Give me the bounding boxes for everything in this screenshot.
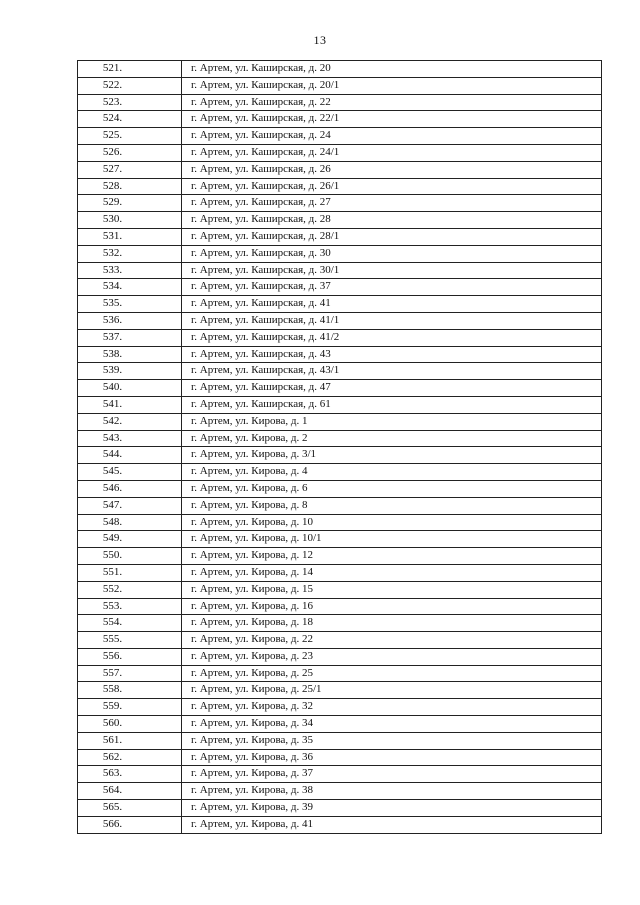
row-number-cell: 528. <box>78 178 182 195</box>
table-row <box>78 716 602 733</box>
row-number-cell: 529. <box>78 195 182 212</box>
row-number-cell: 556. <box>78 648 182 665</box>
table-row <box>78 245 602 262</box>
table-row <box>78 749 602 766</box>
table-row <box>78 598 602 615</box>
address-cell: г. Артем, ул. Кирова, д. 15 <box>182 581 602 598</box>
page-number: 13 <box>313 33 327 47</box>
row-number-cell: 563. <box>78 766 182 783</box>
address-cell: г. Артем, ул. Каширская, д. 61 <box>182 396 602 413</box>
table-row <box>78 296 602 313</box>
table-row <box>78 732 602 749</box>
row-number-cell: 545. <box>78 464 182 481</box>
address-cell: г. Артем, ул. Каширская, д. 41/2 <box>182 329 602 346</box>
table-row <box>78 212 602 229</box>
address-cell: г. Артем, ул. Кирова, д. 25 <box>182 665 602 682</box>
row-number-cell: 521. <box>78 61 182 78</box>
table-row <box>78 262 602 279</box>
table-row <box>78 77 602 94</box>
row-number-cell: 537. <box>78 329 182 346</box>
row-number-cell: 557. <box>78 665 182 682</box>
table-row <box>78 766 602 783</box>
row-number-cell: 531. <box>78 228 182 245</box>
row-number-cell: 527. <box>78 161 182 178</box>
row-number-cell: 549. <box>78 531 182 548</box>
row-number-cell: 526. <box>78 144 182 161</box>
table-row <box>78 161 602 178</box>
row-number-cell: 552. <box>78 581 182 598</box>
address-cell: г. Артем, ул. Каширская, д. 26 <box>182 161 602 178</box>
table-row <box>78 380 602 397</box>
row-number-cell: 560. <box>78 716 182 733</box>
address-cell: г. Артем, ул. Каширская, д. 22 <box>182 94 602 111</box>
table-row <box>78 346 602 363</box>
address-cell: г. Артем, ул. Кирова, д. 8 <box>182 497 602 514</box>
table-row <box>78 665 602 682</box>
table-row <box>78 94 602 111</box>
address-cell: г. Артем, ул. Кирова, д. 25/1 <box>182 682 602 699</box>
row-number-cell: 534. <box>78 279 182 296</box>
address-cell: г. Артем, ул. Кирова, д. 36 <box>182 749 602 766</box>
address-cell: г. Артем, ул. Каширская, д. 20 <box>182 61 602 78</box>
row-number-cell: 538. <box>78 346 182 363</box>
table-row <box>78 816 602 833</box>
row-number-cell: 546. <box>78 480 182 497</box>
row-number-cell: 539. <box>78 363 182 380</box>
row-number-cell: 555. <box>78 632 182 649</box>
address-cell: г. Артем, ул. Кирова, д. 32 <box>182 699 602 716</box>
table-row <box>78 195 602 212</box>
address-cell: г. Артем, ул. Каширская, д. 41 <box>182 296 602 313</box>
address-cell: г. Артем, ул. Кирова, д. 37 <box>182 766 602 783</box>
address-cell: г. Артем, ул. Кирова, д. 41 <box>182 816 602 833</box>
table-row <box>78 548 602 565</box>
table-row <box>78 228 602 245</box>
address-cell: г. Артем, ул. Каширская, д. 43 <box>182 346 602 363</box>
address-cell: г. Артем, ул. Кирова, д. 6 <box>182 480 602 497</box>
row-number-cell: 544. <box>78 447 182 464</box>
address-cell: г. Артем, ул. Кирова, д. 1 <box>182 413 602 430</box>
row-number-cell: 532. <box>78 245 182 262</box>
row-number-cell: 550. <box>78 548 182 565</box>
row-number-cell: 522. <box>78 77 182 94</box>
address-cell: г. Артем, ул. Кирова, д. 16 <box>182 598 602 615</box>
table-row <box>78 111 602 128</box>
address-cell: г. Артем, ул. Кирова, д. 10/1 <box>182 531 602 548</box>
table-row <box>78 632 602 649</box>
row-number-cell: 562. <box>78 749 182 766</box>
table-row <box>78 682 602 699</box>
address-cell: г. Артем, ул. Кирова, д. 4 <box>182 464 602 481</box>
table-row <box>78 497 602 514</box>
address-cell: г. Артем, ул. Каширская, д. 28/1 <box>182 228 602 245</box>
address-cell: г. Артем, ул. Каширская, д. 30 <box>182 245 602 262</box>
row-number-cell: 525. <box>78 128 182 145</box>
address-cell: г. Артем, ул. Каширская, д. 22/1 <box>182 111 602 128</box>
address-cell: г. Артем, ул. Каширская, д. 28 <box>182 212 602 229</box>
address-cell: г. Артем, ул. Кирова, д. 18 <box>182 615 602 632</box>
row-number-cell: 566. <box>78 816 182 833</box>
row-number-cell: 561. <box>78 732 182 749</box>
row-number-cell: 530. <box>78 212 182 229</box>
table-row <box>78 61 602 78</box>
address-cell: г. Артем, ул. Каширская, д. 30/1 <box>182 262 602 279</box>
row-number-cell: 547. <box>78 497 182 514</box>
table-row <box>78 144 602 161</box>
table-row <box>78 514 602 531</box>
address-cell: г. Артем, ул. Кирова, д. 35 <box>182 732 602 749</box>
address-cell: г. Артем, ул. Каширская, д. 37 <box>182 279 602 296</box>
row-number-cell: 554. <box>78 615 182 632</box>
row-number-cell: 564. <box>78 783 182 800</box>
address-cell: г. Артем, ул. Кирова, д. 14 <box>182 564 602 581</box>
table-row <box>78 312 602 329</box>
row-number-cell: 558. <box>78 682 182 699</box>
row-number-cell: 541. <box>78 396 182 413</box>
address-cell: г. Артем, ул. Кирова, д. 2 <box>182 430 602 447</box>
table-row <box>78 648 602 665</box>
address-cell: г. Артем, ул. Кирова, д. 12 <box>182 548 602 565</box>
row-number-cell: 548. <box>78 514 182 531</box>
row-number-cell: 543. <box>78 430 182 447</box>
address-table-body <box>78 61 602 834</box>
address-cell: г. Артем, ул. Каширская, д. 26/1 <box>182 178 602 195</box>
table-row <box>78 800 602 817</box>
table-row <box>78 615 602 632</box>
table-row <box>78 783 602 800</box>
row-number-cell: 551. <box>78 564 182 581</box>
table-row <box>78 564 602 581</box>
table-row <box>78 396 602 413</box>
table-row <box>78 581 602 598</box>
table-row <box>78 430 602 447</box>
address-cell: г. Артем, ул. Кирова, д. 39 <box>182 800 602 817</box>
table-row <box>78 480 602 497</box>
row-number-cell: 553. <box>78 598 182 615</box>
table-row <box>78 531 602 548</box>
row-number-cell: 535. <box>78 296 182 313</box>
table-row <box>78 178 602 195</box>
row-number-cell: 533. <box>78 262 182 279</box>
row-number-cell: 524. <box>78 111 182 128</box>
address-cell: г. Артем, ул. Каширская, д. 47 <box>182 380 602 397</box>
table-row <box>78 699 602 716</box>
address-cell: г. Артем, ул. Каширская, д. 41/1 <box>182 312 602 329</box>
table-row <box>78 447 602 464</box>
address-cell: г. Артем, ул. Каширская, д. 20/1 <box>182 77 602 94</box>
address-cell: г. Артем, ул. Каширская, д. 24 <box>182 128 602 145</box>
row-number-cell: 536. <box>78 312 182 329</box>
table-row <box>78 128 602 145</box>
row-number-cell: 559. <box>78 699 182 716</box>
row-number-cell: 523. <box>78 94 182 111</box>
row-number-cell: 565. <box>78 800 182 817</box>
address-cell: г. Артем, ул. Кирова, д. 3/1 <box>182 447 602 464</box>
address-cell: г. Артем, ул. Каширская, д. 24/1 <box>182 144 602 161</box>
table-row <box>78 464 602 481</box>
address-cell: г. Артем, ул. Кирова, д. 10 <box>182 514 602 531</box>
address-cell: г. Артем, ул. Кирова, д. 34 <box>182 716 602 733</box>
row-number-cell: 540. <box>78 380 182 397</box>
table-row <box>78 413 602 430</box>
row-number-cell: 542. <box>78 413 182 430</box>
table-row <box>78 279 602 296</box>
address-table <box>77 60 602 834</box>
address-cell: г. Артем, ул. Каширская, д. 43/1 <box>182 363 602 380</box>
address-cell: г. Артем, ул. Кирова, д. 23 <box>182 648 602 665</box>
address-cell: г. Артем, ул. Кирова, д. 38 <box>182 783 602 800</box>
address-cell: г. Артем, ул. Кирова, д. 22 <box>182 632 602 649</box>
table-row <box>78 363 602 380</box>
address-cell: г. Артем, ул. Каширская, д. 27 <box>182 195 602 212</box>
table-row <box>78 329 602 346</box>
